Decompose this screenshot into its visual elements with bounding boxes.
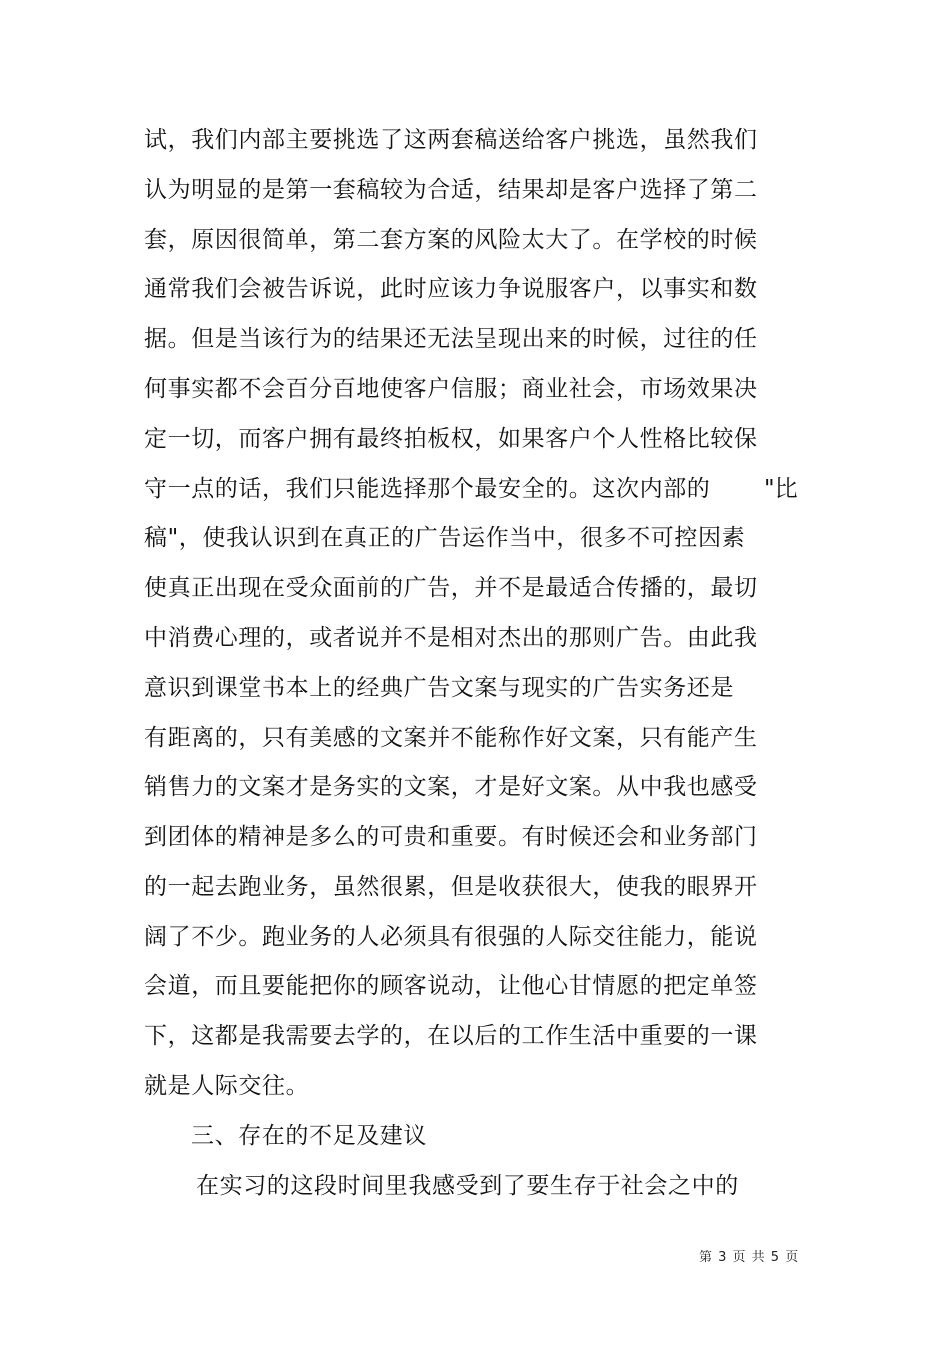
body-line: 的一起去跑业务，虽然很累，但是收获很大，使我的眼界开 [144,874,758,900]
section-heading: 三、存在的不足及建议 [191,1123,427,1149]
body-line: 下，这都是我需要去学的，在以后的工作生活中重要的一课 [144,1023,758,1049]
body-line: 中消费心理的，或者说并不是相对杰出的那则广告。由此我 [144,625,758,651]
body-line: 到团体的精神是多么的可贵和重要。有时候还会和业务部门 [144,824,758,850]
body-line: 定一切，而客户拥有最终拍板权，如果客户个人性格比较保 [144,426,758,452]
body-line: 据。但是当该行为的结果还无法呈现出来的时候，过往的任 [144,326,758,352]
body-line: 使真正出现在受众面前的广告，并不是最适合传播的，最切 [144,575,758,601]
body-line: 意识到课堂书本上的经典广告文案与现实的广告实务还是 [144,675,734,701]
body-line: 守一点的话，我们只能选择那个最安全的。这次内部的 [144,476,711,502]
body-line: 销售力的文案才是务实的文案，才是好文案。从中我也感受 [144,774,758,800]
body-line: 阔了不少。跑业务的人必须具有很强的人际交往能力，能说 [144,924,758,950]
body-line: 何事实都不会百分百地使客户信服；商业社会，市场效果决 [144,376,758,402]
body-line: 会道，而且要能把你的顾客说动，让他心甘情愿的把定单签 [144,973,758,999]
body-line: 有距离的，只有美感的文案并不能称作好文案，只有能产生 [144,725,758,751]
body-line: 试，我们内部主要挑选了这两套稿送给客户挑选，虽然我们 [144,127,758,153]
body-line-tail: "比 [764,476,798,502]
body-line: 认为明显的是第一套稿较为合适，结果却是客户选择了第二 [144,177,758,203]
body-line: 在实习的这段时间里我感受到了要生存于社会之中的 [196,1173,739,1199]
body-line: 稿"，使我认识到在真正的广告运作当中，很多不可控因素 [144,525,746,551]
body-line: 通常我们会被告诉说，此时应该力争说服客户，以事实和数 [144,276,758,302]
body-line: 就是人际交往。 [144,1073,310,1099]
page-number: 第 3 页 共 5 页 [699,1250,799,1265]
body-line: 套，原因很简单，第二套方案的风险太大了。在学校的时候 [144,227,758,253]
